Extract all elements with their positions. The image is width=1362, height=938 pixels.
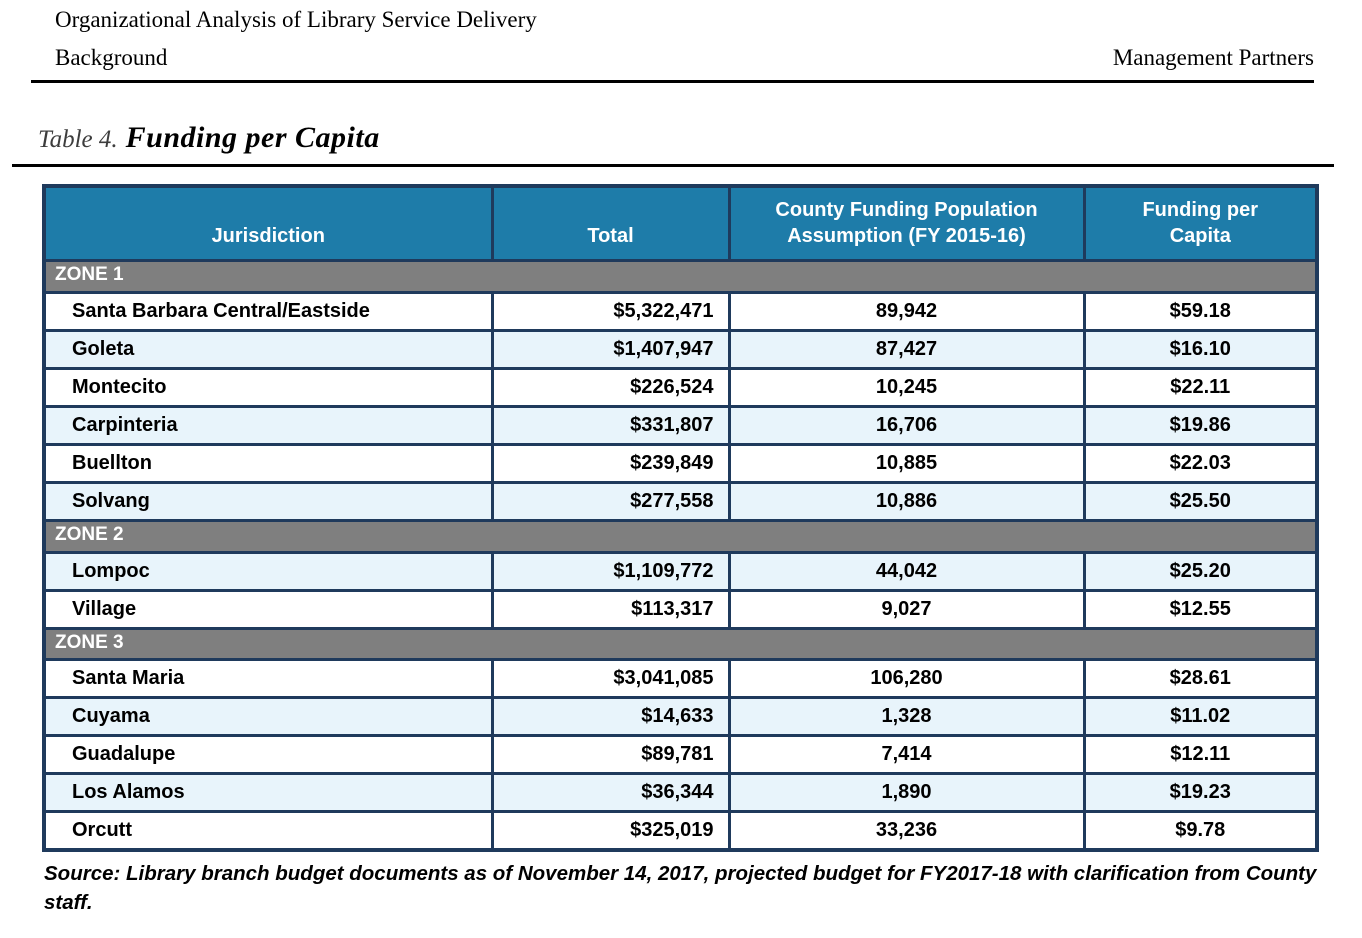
funding-table-header [44,186,1317,261]
cell-total: $239,849 [492,444,729,482]
zone-row [44,628,1317,660]
cell-per-capita: $12.55 [1084,590,1317,628]
cell-jurisdiction: Santa Barbara Central/Eastside [44,292,492,330]
table-row [44,330,1317,368]
cell-jurisdiction: Lompoc [44,552,492,590]
page-header-row [31,44,1314,73]
table-row [44,698,1317,736]
cell-jurisdiction: Guadalupe [44,736,492,774]
cell-population: 1,328 [729,698,1084,736]
cell-total: $113,317 [492,590,729,628]
table-row [44,444,1317,482]
funding-table-body [44,261,1317,850]
cell-jurisdiction: Solvang [44,482,492,520]
col-header-population-label: County Funding Population Assumption (FY 2015-16) [775,199,1038,247]
cell-jurisdiction: Village [44,590,492,628]
zone-row [44,261,1317,293]
col-header-per-capita-label: Funding per Capita [1142,199,1259,247]
cell-total: $3,041,085 [492,660,729,698]
zone-label: ZONE 2 [44,520,1317,552]
header-row [44,186,1317,261]
col-header-jurisdiction [44,186,492,261]
cell-population: 7,414 [729,736,1084,774]
cell-population: 87,427 [729,330,1084,368]
cell-per-capita: $22.11 [1084,368,1317,406]
col-header-total [492,186,729,261]
cell-total: $325,019 [492,812,729,850]
cell-population: 10,885 [729,444,1084,482]
col-header-population [729,186,1084,261]
cell-per-capita: $59.18 [1084,292,1317,330]
cell-per-capita: $22.03 [1084,444,1317,482]
cell-per-capita: $19.23 [1084,774,1317,812]
cell-per-capita: $25.50 [1084,482,1317,520]
cell-total: $331,807 [492,406,729,444]
cell-jurisdiction: Cuyama [44,698,492,736]
table-row [44,292,1317,330]
table-row [44,660,1317,698]
cell-population: 1,890 [729,774,1084,812]
cell-total: $226,524 [492,368,729,406]
cell-jurisdiction: Montecito [44,368,492,406]
cell-per-capita: $9.78 [1084,812,1317,850]
cell-jurisdiction: Goleta [44,330,492,368]
cell-per-capita: $11.02 [1084,698,1317,736]
caption-rule [12,164,1334,167]
zone-label: ZONE 3 [44,628,1317,660]
organization-label: Management Partners [1112,44,1314,70]
cell-per-capita: $16.10 [1084,330,1317,368]
document-title: Organizational Analysis of Library Service Delivery [55,7,537,32]
col-header-total-label: Total [587,225,634,247]
cell-per-capita: $19.86 [1084,406,1317,444]
cell-population: 106,280 [729,660,1084,698]
cell-total: $5,322,471 [492,292,729,330]
col-header-per-capita [1084,186,1317,261]
cell-population: 33,236 [729,812,1084,850]
cell-jurisdiction: Los Alamos [44,774,492,812]
cell-jurisdiction: Santa Maria [44,660,492,698]
cell-total: $14,633 [492,698,729,736]
table-row [44,590,1317,628]
funding-table [42,184,1319,852]
cell-per-capita: $12.11 [1084,736,1317,774]
table-row [44,774,1317,812]
cell-total: $1,109,772 [492,552,729,590]
table-row [44,482,1317,520]
cell-total: $1,407,947 [492,330,729,368]
table-row [44,368,1317,406]
table-row [44,406,1317,444]
cell-population: 9,027 [729,590,1084,628]
cell-population: 10,886 [729,482,1084,520]
table-name: Funding per Capita [125,120,380,154]
cell-population: 16,706 [729,406,1084,444]
table-row [44,736,1317,774]
source-note: Source: Library branch budget documents as of November 14, 2017, projected budget for FY2017-18 with clarification from County staff. [44,861,1317,914]
cell-jurisdiction: Orcutt [44,812,492,850]
cell-population: 44,042 [729,552,1084,590]
page-header [31,6,1314,83]
cell-total: $36,344 [492,774,729,812]
table-caption [38,121,1362,155]
cell-jurisdiction: Buellton [44,444,492,482]
table-row [44,552,1317,590]
cell-population: 10,245 [729,368,1084,406]
cell-per-capita: $25.20 [1084,552,1317,590]
cell-total: $89,781 [492,736,729,774]
cell-per-capita: $28.61 [1084,660,1317,698]
section-label: Background [55,44,168,70]
table-row [44,812,1317,850]
cell-jurisdiction: Carpinteria [44,406,492,444]
table-number: Table 4. [38,125,118,153]
cell-population: 89,942 [729,292,1084,330]
zone-row [44,520,1317,552]
cell-total: $277,558 [492,482,729,520]
zone-label: ZONE 1 [44,261,1317,293]
col-header-jurisdiction-label: Jurisdiction [211,225,325,247]
